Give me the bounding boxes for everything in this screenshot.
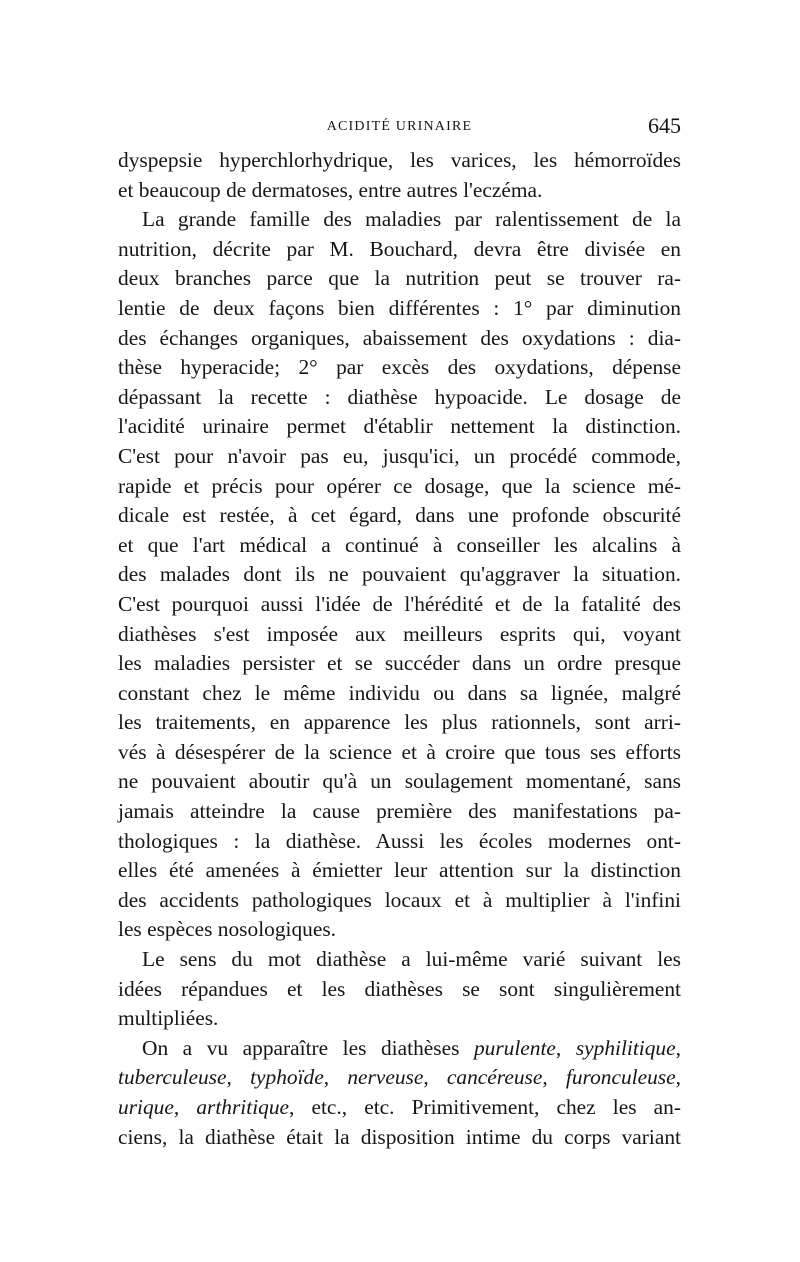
text-segment: On a vu apparaître les diathèses — [142, 1035, 474, 1060]
text-line — [118, 1123, 681, 1153]
text-line: idées répandues et les diathèses se sont singulièrement — [118, 976, 681, 1001]
text-line: et que l'art médical a continué à conseiller les alcalins à — [118, 532, 681, 557]
text-segment: ciens, la diathèse était la disposition intime du corps variant — [118, 1124, 681, 1149]
text-line: thologiques : la diathèse. Aussi les écoles modernes ont- — [118, 828, 681, 853]
running-title: ACIDITÉ URINAIRE — [326, 119, 473, 134]
italic-term: nerveuse — [347, 1065, 424, 1090]
page-header — [118, 113, 681, 143]
body-text — [118, 146, 681, 1152]
italic-term: urique — [118, 1095, 174, 1119]
text-line: dyspepsie hyperchlorhydrique, les varices, les hémorroïdes — [118, 148, 681, 172]
text-segment: , — [675, 1065, 681, 1090]
text-line: elles été amenées à émietter leur attention sur la distinction — [118, 858, 681, 883]
text-line: les espèces nosologiques. — [118, 917, 337, 942]
italic-term: tuberculeuse — [118, 1065, 227, 1090]
text-line: multipliées. — [118, 1006, 219, 1031]
italic-term: cancéreuse — [446, 1065, 543, 1090]
text-line: thèse hyperacide; 2° par excès des oxydations, dépense — [118, 355, 681, 380]
text-segment: , — [542, 1065, 566, 1090]
text-line: dicale est restée, à cet égard, dans une profonde obscurité — [118, 503, 681, 528]
text-line: des échanges organiques, abaissement des oxydations : dia- — [118, 325, 681, 350]
text-line: des accidents pathologiques locaux et à multiplier à l'infini — [118, 887, 681, 912]
text-line: constant chez le même individu ou dans sa lignée, malgré — [118, 680, 681, 705]
page-number: 645 — [648, 113, 681, 138]
text-line: deux branches parce que la nutrition peut se trouver ra- — [118, 266, 681, 291]
text-segment: , — [173, 1095, 197, 1119]
italic-term: arthritique — [196, 1095, 290, 1119]
text-line: C'est pourquoi aussi l'idée de l'hérédité et de la fatalité des — [118, 591, 681, 616]
text-line: dépassant la recette : diathèse hypoacide. Le dosage de — [118, 384, 681, 409]
text-line: lentie de deux façons bien différentes : 1° par diminution — [118, 295, 681, 320]
text-line: l'acidité urinaire permet d'établir nettement la distinction. — [118, 414, 681, 439]
text-line — [118, 1063, 681, 1093]
text-line — [118, 1093, 681, 1123]
italic-term: syphilitique — [575, 1035, 676, 1060]
text-line: La grande famille des maladies par ralentissement de la — [142, 207, 681, 232]
text-segment: , etc., etc. Primitivement, chez les an- — [289, 1095, 681, 1119]
text-segment: , — [323, 1065, 348, 1090]
text-line: les maladies persister et se succéder dans un ordre presque — [118, 651, 681, 676]
text-segment: , — [226, 1065, 251, 1090]
text-line: rapide et précis pour opérer ce dosage, que la science mé- — [118, 473, 681, 498]
italic-term: furonculeuse — [565, 1065, 676, 1090]
text-line: des malades dont ils ne pouvaient qu'aggraver la situation. — [118, 562, 681, 587]
text-line: ne pouvaient aboutir qu'à un soulagement momentané, sans — [118, 769, 681, 794]
text-segment: , — [555, 1035, 576, 1060]
italic-term: typhoïde — [250, 1065, 324, 1090]
text-line: C'est pour n'avoir pas eu, jusqu'ici, un procédé commode, — [118, 443, 681, 468]
text-line — [118, 1034, 681, 1064]
text-line: Le sens du mot diathèse a lui-même varié suivant les — [142, 947, 681, 972]
text-segment: , — [675, 1035, 681, 1060]
text-line: jamais atteindre la cause première des manifestations pa- — [118, 799, 681, 824]
text-segment: , — [423, 1065, 447, 1090]
text-line: les traitements, en apparence les plus rationnels, sont arri- — [118, 710, 681, 735]
text-line: et beaucoup de dermatoses, entre autres l'eczéma. — [118, 177, 543, 202]
italic-term: purulente — [473, 1035, 556, 1060]
text-line: nutrition, décrite par M. Bouchard, devra être divisée en — [118, 236, 681, 261]
text-line: diathèses s'est imposée aux meilleurs esprits qui, voyant — [118, 621, 681, 646]
text-line: vés à désespérer de la science et à croire que tous ses efforts — [118, 739, 681, 764]
